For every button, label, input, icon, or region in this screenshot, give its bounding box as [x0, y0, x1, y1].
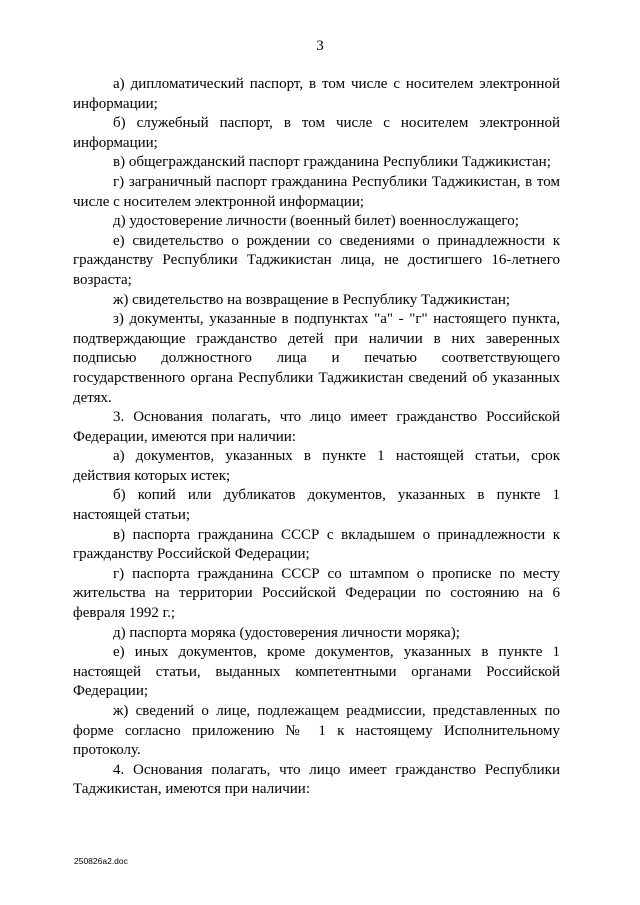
paragraph-point-3-zh: ж) сведений о лице, подлежащем реадмиссии, представленных по форме согласно приложению № 1 к настоящему Исполнительному протоколу. — [73, 703, 560, 759]
paragraph-point-4: 4. Основания полагать, что лицо имеет гражданство Республики Таджикистан, имеются при наличии: — [73, 761, 560, 798]
paragraph-item-e: е) свидетельство о рождении со сведениями о принадлежности к гражданству Республики Таджикистан лица, не достигшего 16-летнего возраста; — [73, 232, 560, 288]
paragraph-point-3-b: б) копий или дубликатов документов, указанных в пункте 1 настоящей статьи; — [73, 487, 560, 524]
document-body — [73, 75, 560, 800]
paragraph-point-3-e: е) иных документов, кроме документов, указанных в пункте 1 настоящей статьи, выданных компетентными органами Российской Федерации; — [73, 644, 560, 700]
paragraph-item-v: в) общегражданский паспорт гражданина Республики Таджикистан; — [113, 154, 551, 171]
paragraph-point-3: 3. Основания полагать, что лицо имеет гражданство Российской Федерации, имеются при наличии: — [73, 409, 560, 445]
paragraph-point-3-v: в) паспорта гражданина СССР с вкладышем о принадлежности к гражданству Российской Федерации; — [73, 526, 560, 563]
paragraph-item-z: з) документы, указанные в подпунктах "а" - "г" настоящего пункта, подтверждающие гражданство детей при наличии в них заверенных подписью должностного лица и печатью соответствующего государственного органа Республики Таджикистан сведений об указанных детях. — [73, 311, 560, 406]
paragraph-item-g: г) заграничный паспорт гражданина Республики Таджикистан, в том числе с носителем электронной информации; — [73, 173, 560, 210]
paragraph-item-zh: ж) свидетельство на возвращение в Республику Таджикистан; — [113, 291, 511, 308]
paragraph-point-3-d: д) паспорта моряка (удостоверения личности моряка); — [113, 624, 460, 641]
paragraph-point-3-g: г) паспорта гражданина СССР со штампом о прописке по месту жительства на территории Российской Федерации по состоянию на 6 февраля 1992 г.; — [73, 565, 560, 622]
paragraph-point-3-a: а) документов, указанных в пункте 1 настоящей статьи, срок действия которых истек; — [73, 448, 560, 484]
paragraph-item-a: а) дипломатический паспорт, в том числе с носителем электронной информации; — [73, 76, 560, 112]
page-number: 3 — [316, 38, 324, 54]
paragraph-item-b: б) служебный паспорт, в том числе с носителем электронной информации; — [73, 115, 560, 151]
paragraph-item-d: д) удостоверение личности (военный билет) военнослужащего; — [113, 213, 519, 230]
file-name-footer: 250826a2.doc — [74, 856, 128, 866]
